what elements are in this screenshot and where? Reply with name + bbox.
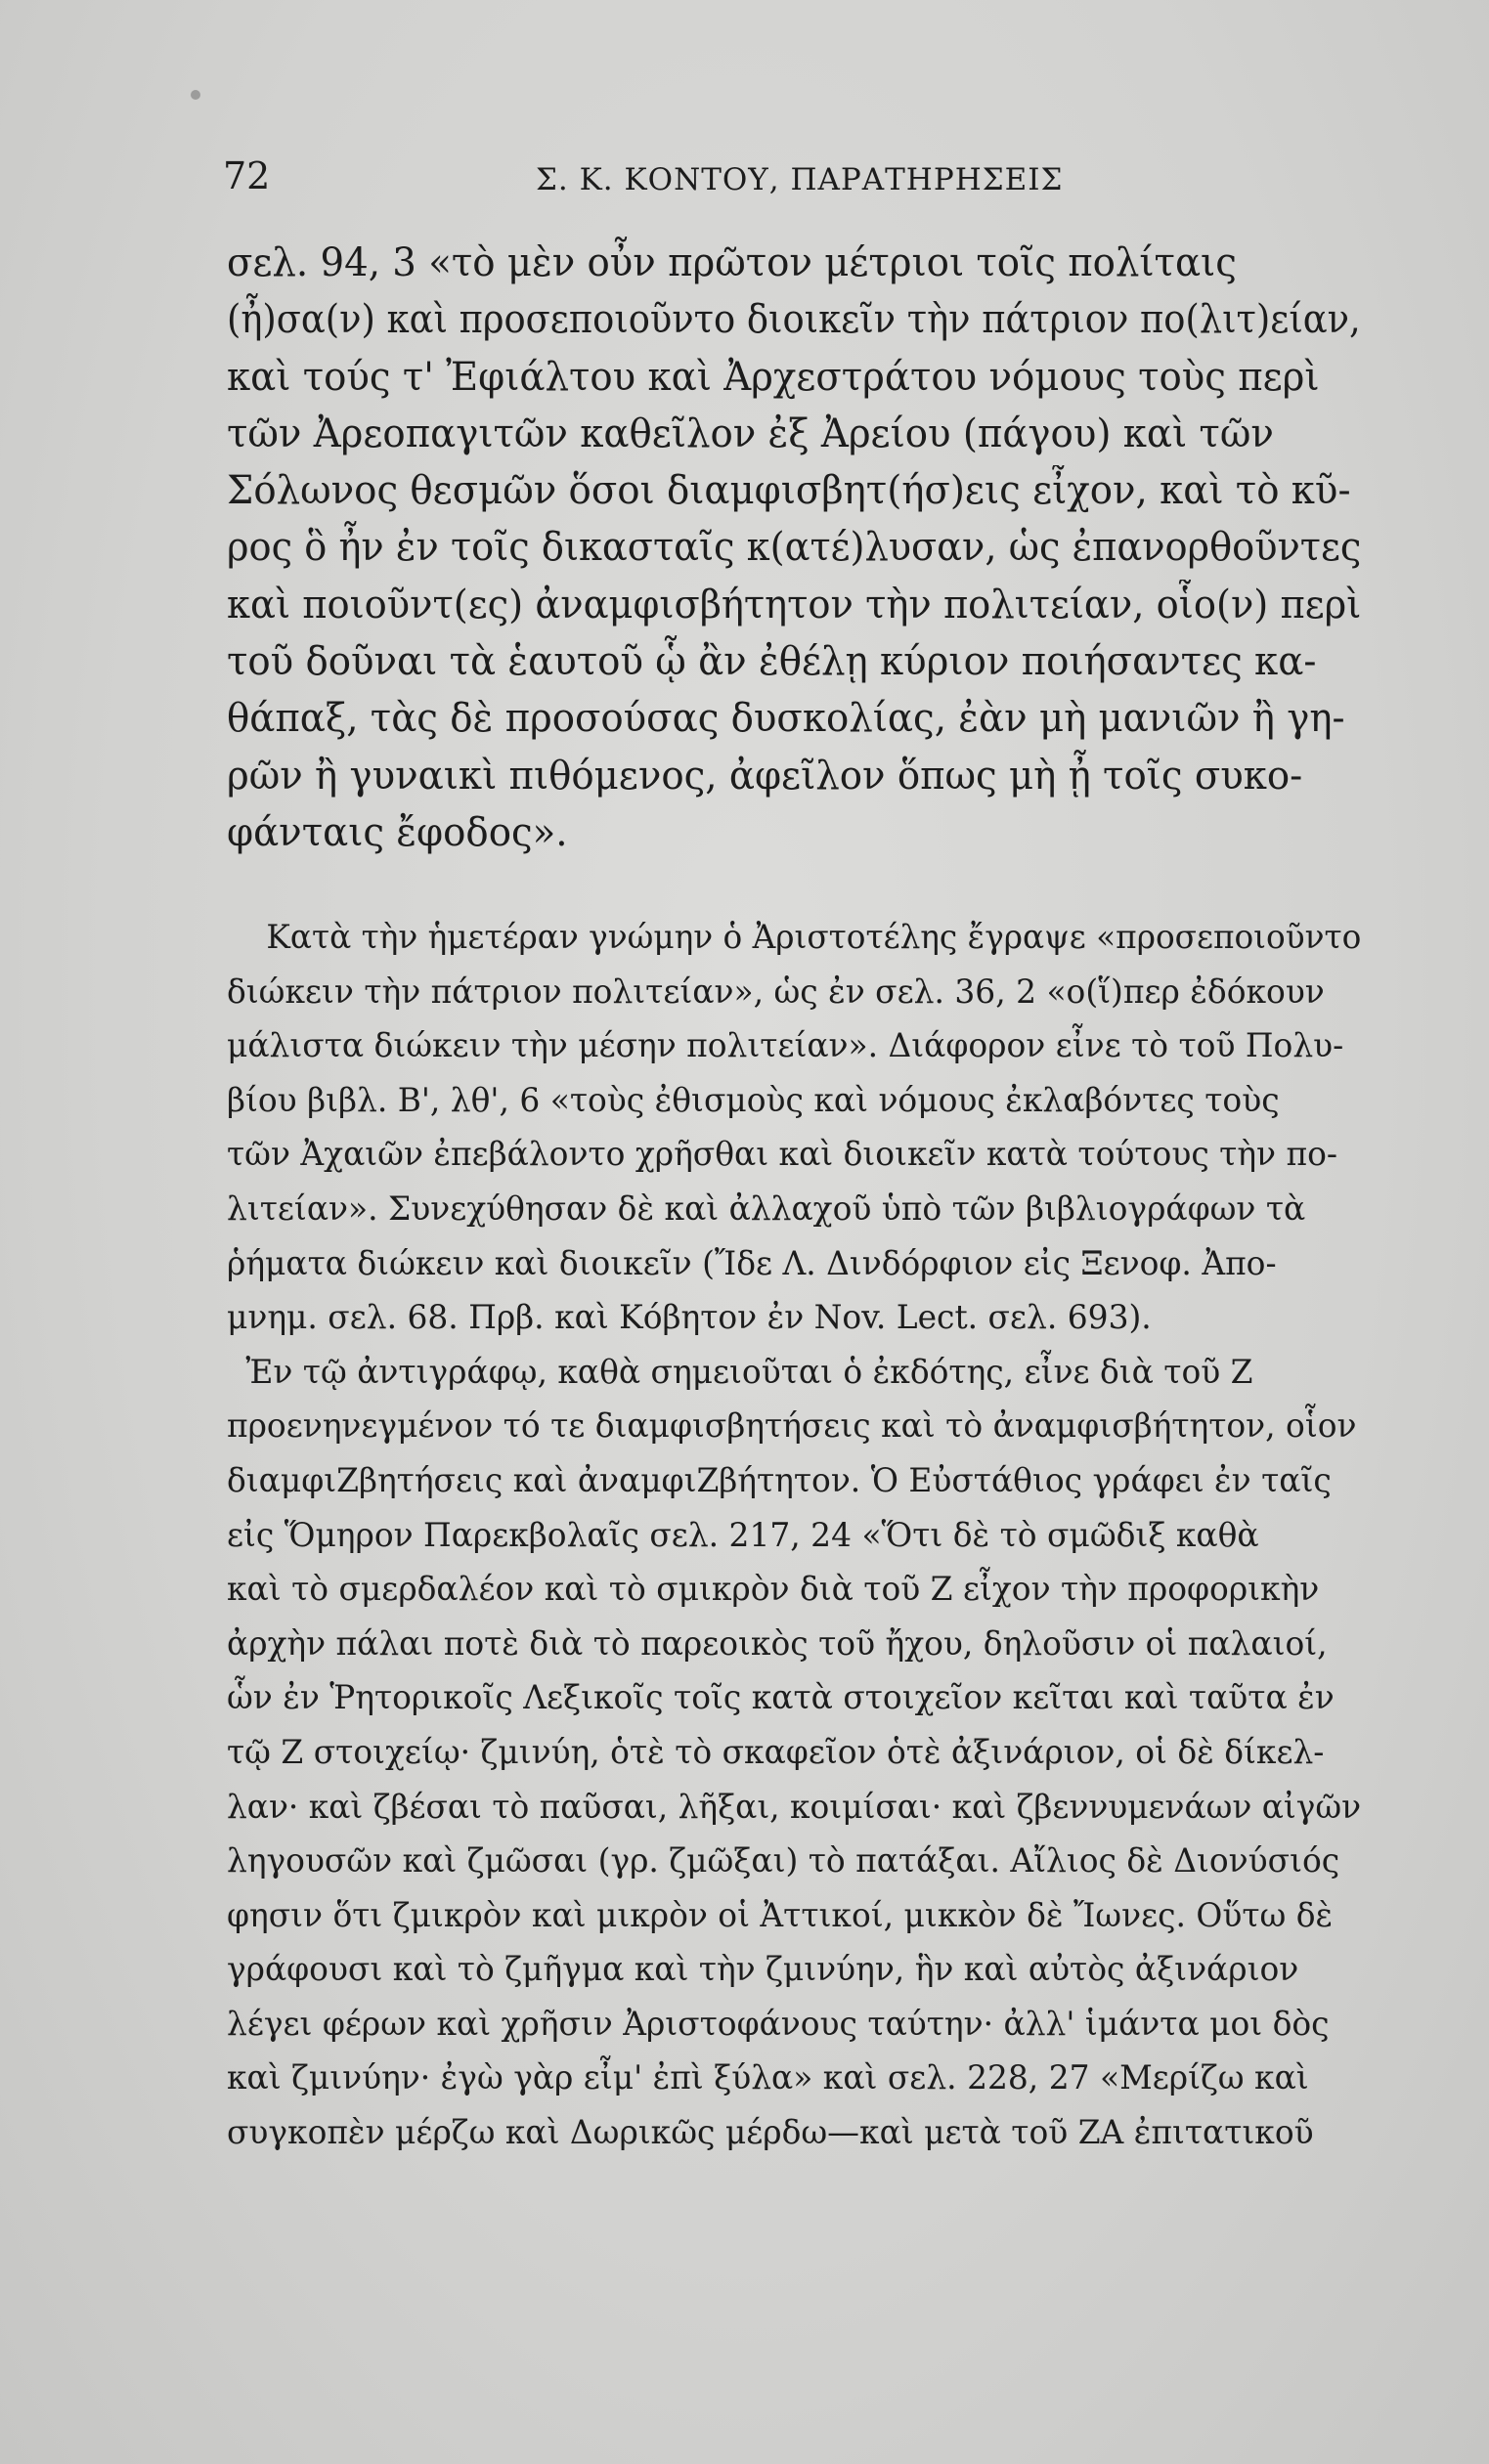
quote-line: καὶ τούς τ' Ἐφιάλτου καὶ Ἀρχεστράτου νόμους τοὺς περὶ [227,354,1320,400]
running-head: Σ. Κ. ΚΟΝΤΟΥ, ΠΑΡΑΤΗΡΗΣΕΙΣ [536,162,1064,197]
quote-line: τοῦ δοῦναι τὰ ἑαυτοῦ ᾧ ἂν ἐθέλῃ κύριον ποιήσαντες κα- [227,639,1317,685]
ink-speck [191,90,200,100]
quote-line: ρῶν ἢ γυναικὶ πιθόμενος, ἀφεῖλον ὅπως μὴ ᾖ τοῖς συκο- [227,753,1303,799]
commentary-line: Ἐν τῷ ἀντιγράφῳ, καθὰ σημειοῦται ὁ ἐκδότης, εἶνε διὰ τοῦ Ζ [245,1352,1253,1392]
commentary-line: συγκοπὲν μέρζω καὶ Δωρικῶς μέρδω—καὶ μετὰ τοῦ ΖΑ ἐπιτατικοῦ [227,2113,1314,2153]
commentary-text [227,911,1400,2161]
commentary-line: μάλιστα διώκειν τὴν μέσην πολιτείαν». Διάφορον εἶνε τὸ τοῦ Πολυ- [227,1026,1344,1066]
commentary-line: τῷ Ζ στοιχείῳ· ζμινύη, ὁτὲ τὸ σκαφεῖον ὁτὲ ἀξινάριον, οἱ δὲ δίκελ- [227,1732,1325,1772]
quote-line: σελ. 94, 3 «τὸ μὲν οὖν πρῶτον μέτριοι τοῖς πολίταις [227,240,1237,285]
commentary-line: Κατὰ τὴν ἡμετέραν γνώμην ὁ Ἀριστοτέλης ἔγραψε «προσεποιοῦντο [266,918,1362,957]
quote-line: ρος ὃ ἦν ἐν τοῖς δικασταῖς κ(ατέ)λυσαν, ὡς ἐπανορθοῦντες [227,525,1362,571]
commentary-line: εἰς Ὅμηρον Παρεκβολαῖς σελ. 217, 24 «Ὅτι δὲ τὸ σμῶδιξ καθὰ [227,1515,1259,1555]
commentary-line: ἀρχὴν πάλαι ποτὲ διὰ τὸ παρεοικὸς τοῦ ἤχου, δηλοῦσιν οἱ παλαιοί, [227,1623,1328,1664]
commentary-line: λαν· καὶ ζβέσαι τὸ παῦσαι, λῆξαι, κοιμίσαι· καὶ ζβεννυμενάων αἰγῶν [227,1787,1362,1827]
commentary-line: φησιν ὅτι ζμικρὸν καὶ μικρὸν οἱ Ἀττικοί, μικκὸν δὲ Ἴωνες. Οὕτω δὲ [227,1895,1334,1935]
quote-line: φάνταις ἔφοδος». [227,809,568,855]
commentary-line: ὧν ἐν Ῥητορικοῖς Λεξικοῖς τοῖς κατὰ στοιχεῖον κεῖται καὶ ταῦτα ἐν [227,1678,1335,1718]
quote-line: καὶ ποιοῦντ(ες) ἀναμφισβήτητον τὴν πολιτείαν, οἷο(ν) περὶ [227,582,1362,627]
commentary-line: λιτείαν». Συνεχύθησαν δὲ καὶ ἀλλαχοῦ ὑπὸ τῶν βιβλιογράφων τὰ [227,1189,1306,1229]
commentary-line: λέγει φέρων καὶ χρῆσιν Ἀριστοφάνους ταύτην· ἀλλ' ἱμάντα μοι δὸς [227,2004,1330,2044]
commentary-line: γράφουσι καὶ τὸ ζμῆγμα καὶ τὴν ζμινύην, ἣν καὶ αὐτὸς ἀξινάριον [227,1950,1299,1990]
page-number: 72 [223,154,271,197]
quote-line: Σόλωνος θεσμῶν ὅσοι διαμφισβητ(ήσ)εις εἶχον, καὶ τὸ κῦ- [227,468,1351,514]
commentary-line: μνημ. σελ. 68. Πρβ. καὶ Κόβητον ἐν Nov. Lect. σελ. 693). [227,1298,1152,1338]
commentary-line: ληγουσῶν καὶ ζμῶσαι (γρ. ζμῶξαι) τὸ πατάξαι. Αἴλιος δὲ Διονύσιός [227,1841,1340,1881]
commentary-line: βίου βιβλ. Β', λθ', 6 «τοὺς ἐθισμοὺς καὶ νόμους ἐκλαβόντες τοὺς [227,1080,1280,1120]
page-header [223,154,1357,213]
commentary-line: τῶν Ἀχαιῶν ἐπεβάλοντο χρῆσθαι καὶ διοικεῖν κατὰ τούτους τὴν πο- [227,1135,1337,1175]
commentary-line: καὶ ζμινύην· ἐγὼ γὰρ εἶμ' ἐπὶ ξύλα» καὶ σελ. 228, 27 «Μερίζω καὶ [227,2058,1309,2098]
commentary-line: διώκειν τὴν πάτριον πολιτείαν», ὡς ἐν σελ. 36, 2 «ο(ἵ)περ ἐδόκουν [227,972,1325,1012]
commentary-line: προενηνεγμένον τό τε διαμφισβητήσεις καὶ τὸ ἀναμφισβήτητον, οἷον [227,1406,1357,1447]
commentary-line: καὶ τὸ σμερδαλέον καὶ τὸ σμικρὸν διὰ τοῦ Ζ εἶχον τὴν προφορικὴν [227,1570,1320,1610]
quote-line: τῶν Ἀρεοπαγιτῶν καθεῖλον ἐξ Ἀρείου (πάγου) καὶ τῶν [227,411,1274,456]
quote-line: θάπαξ, τὰς δὲ προσούσας δυσκολίας, ἐὰν μὴ μανιῶν ἢ γη- [227,696,1345,742]
commentary-line: ῥήματα διώκειν καὶ διοικεῖν (Ἴδε Λ. Δινδόρφιον εἰς Ξενοφ. Ἀπο- [227,1243,1277,1283]
quoted-passage [227,235,1400,861]
commentary-line: διαμφιΖβητήσεις καὶ ἀναμφιΖβήτητον. Ὁ Εὐστάθιος γράφει ἐν ταῖς [227,1460,1332,1500]
quote-line: (ἦ)σα(ν) καὶ προσεποιοῦντο διοικεῖν τὴν πάτριον πο(λιτ)είαν, [227,297,1361,343]
